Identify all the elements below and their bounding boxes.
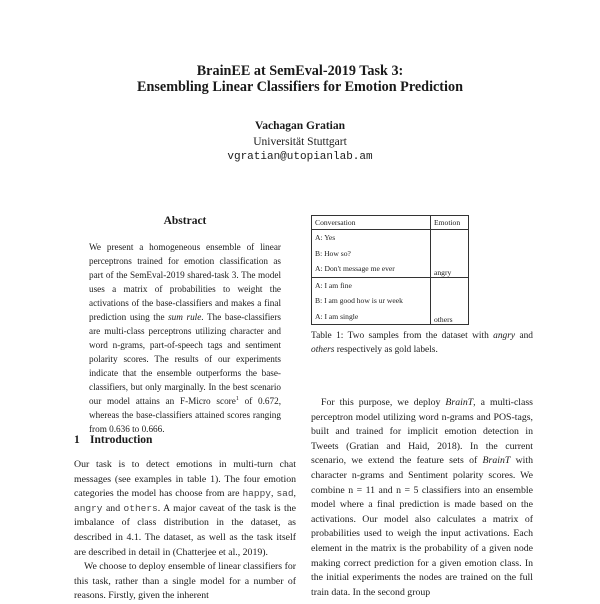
abstract-heading: Abstract bbox=[163, 215, 207, 227]
footnote-mark: 1 bbox=[235, 395, 239, 402]
author-affiliation: Universität Stuttgart bbox=[253, 136, 347, 148]
table-header-row bbox=[312, 216, 469, 230]
table-cell-empty bbox=[431, 246, 469, 262]
intro-paragraph-1: Our task is to detect emotions in multi-turn chat messages (see examples in table 1). The four emotion categories the model has choose from are happy, sad, angry and others. A major caveat of the task is the imbalance of class distribution in the dataset, as described in 4.1. The dataset, as well as the task itself are described in detail in (Chatterjee et al., 2019). bbox=[74, 459, 296, 558]
category-others: others bbox=[123, 502, 158, 514]
table-cell-emotion: angry bbox=[431, 261, 469, 277]
right-column-body bbox=[311, 396, 533, 600]
section-title: Introduction bbox=[90, 434, 153, 446]
table-caption: Table 1: Two samples from the dataset with angry and others respectively as gold labels. bbox=[311, 331, 533, 355]
author-email: vgratian@utopianlab.am bbox=[227, 151, 373, 163]
table-cell-turn: A: I am single bbox=[312, 309, 431, 325]
category-angry: angry bbox=[74, 502, 103, 514]
paper-title-line-2: Ensembling Linear Classifiers for Emotion Prediction bbox=[137, 79, 463, 95]
right-paragraph-1: For this purpose, we deploy BrainT, a multi-class perceptron model utilizing word n-grams and POS-tags, built and trained for implicit emotion detection in Tweets (Gratian and Haid, 2018). In the current scenario, we extend the feature sets of BrainT with character n-grams and Sentiment polarity scores. We combine n = 11 and n = 5 classifiers into an ensemble model where a final prediction is made based on the activations. Our model also calculates a matrix of probabilities used to weigh the input activations. Each element in the matrix is the probability of a given node making correct prediction for a given emotion class. In the initial experiments the nodes are trained on the full train data. In the second group bbox=[311, 397, 533, 598]
table-cell-turn: A: Don't message me ever bbox=[312, 261, 431, 277]
introduction-body bbox=[74, 458, 296, 604]
section-heading-introduction bbox=[74, 434, 152, 446]
paper-title-line-1: BrainEE at SemEval-2019 Task 3: bbox=[196, 63, 404, 79]
author-name: Vachagan Gratian bbox=[255, 120, 345, 132]
category-happy: happy bbox=[242, 488, 271, 500]
abstract-emphasis: sum rule bbox=[168, 312, 202, 322]
table-row bbox=[312, 277, 469, 293]
section-number: 1 bbox=[74, 434, 80, 446]
table-cell-empty bbox=[431, 230, 469, 246]
table-cell-empty bbox=[431, 293, 469, 309]
table-cell-empty bbox=[431, 277, 469, 293]
table-cell-turn: B: I am good how is ur week bbox=[312, 293, 431, 309]
conversation-table bbox=[311, 215, 469, 325]
table-cell-turn: A: I am fine bbox=[312, 277, 431, 293]
table-cell-turn: B: How so? bbox=[312, 246, 431, 262]
table-header-conversation: Conversation bbox=[312, 216, 431, 230]
table-cell-turn: A: Yes bbox=[312, 230, 431, 246]
category-sad: sad bbox=[276, 488, 294, 500]
table-cell-emotion: others bbox=[431, 309, 469, 325]
table-row bbox=[312, 309, 469, 325]
table-row bbox=[312, 230, 469, 246]
table-row bbox=[312, 261, 469, 277]
table-header-emotion: Emotion bbox=[431, 216, 469, 230]
table-row bbox=[312, 293, 469, 309]
table-row bbox=[312, 246, 469, 262]
intro-paragraph-2: We choose to deploy ensemble of linear classifiers for this task, rather than a single model for a number of reasons. Firstly, given the inherent bbox=[74, 561, 296, 602]
abstract-body: We present a homogeneous ensemble of linear perceptrons trained for emotion classification as part of the SemEval-2019 shared-task 3. The model uses a matrix of probabilities to weight the activations of the base-classifiers and makes a final prediction using the sum rule. The base-classifiers are multi-class perceptrons utilizing character and word n-grams, part-of-speech tags and sentiment polarity scores. The results of our experiments indicate that the ensemble outperforms the base-classifiers, but only marginally. In the best scenario our model attains an F-Micro score$^1$ of 0.672, whereas the base-classifiers attained scores ranging from 0.636 to 0.666. bbox=[89, 242, 282, 434]
